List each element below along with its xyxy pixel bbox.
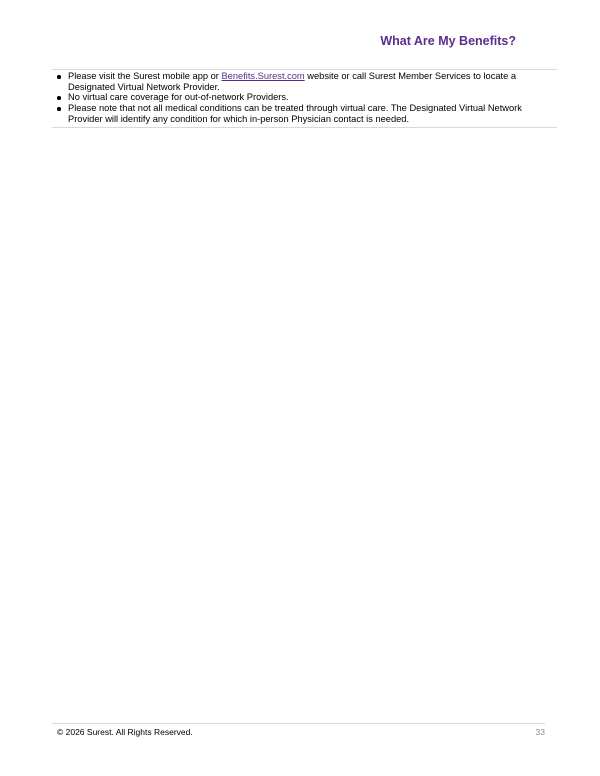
- bullet-text: website or call Surest Member Services to locate a Designated Virtual Network Provider.: [68, 71, 517, 92]
- bullet-text: No virtual care coverage for out-of-network Providers.: [68, 92, 289, 103]
- bullet-icon: [57, 96, 61, 100]
- bullet-text: Please note that not all medical conditions can be treated through virtual care. The Designated Virtual Network Provider will identify any condition for which in-person Physician contact is needed.: [68, 103, 522, 124]
- list-item: [52, 71, 557, 92]
- benefits-content: [52, 69, 557, 128]
- bullet-list: [52, 71, 557, 125]
- benefits-surest-link[interactable]: Benefits.Surest.com: [221, 71, 305, 81]
- bullet-icon: [57, 75, 61, 79]
- bullet-text: Please visit the Surest mobile app or: [68, 71, 222, 81]
- copyright-text: © 2026 Surest. All Rights Reserved.: [57, 727, 193, 737]
- page-title: What Are My Benefits?: [380, 34, 516, 48]
- list-item: [52, 92, 557, 103]
- list-item: [52, 103, 557, 124]
- page-footer: [52, 723, 545, 737]
- page-number: 33: [535, 727, 545, 737]
- bullet-icon: [57, 107, 61, 111]
